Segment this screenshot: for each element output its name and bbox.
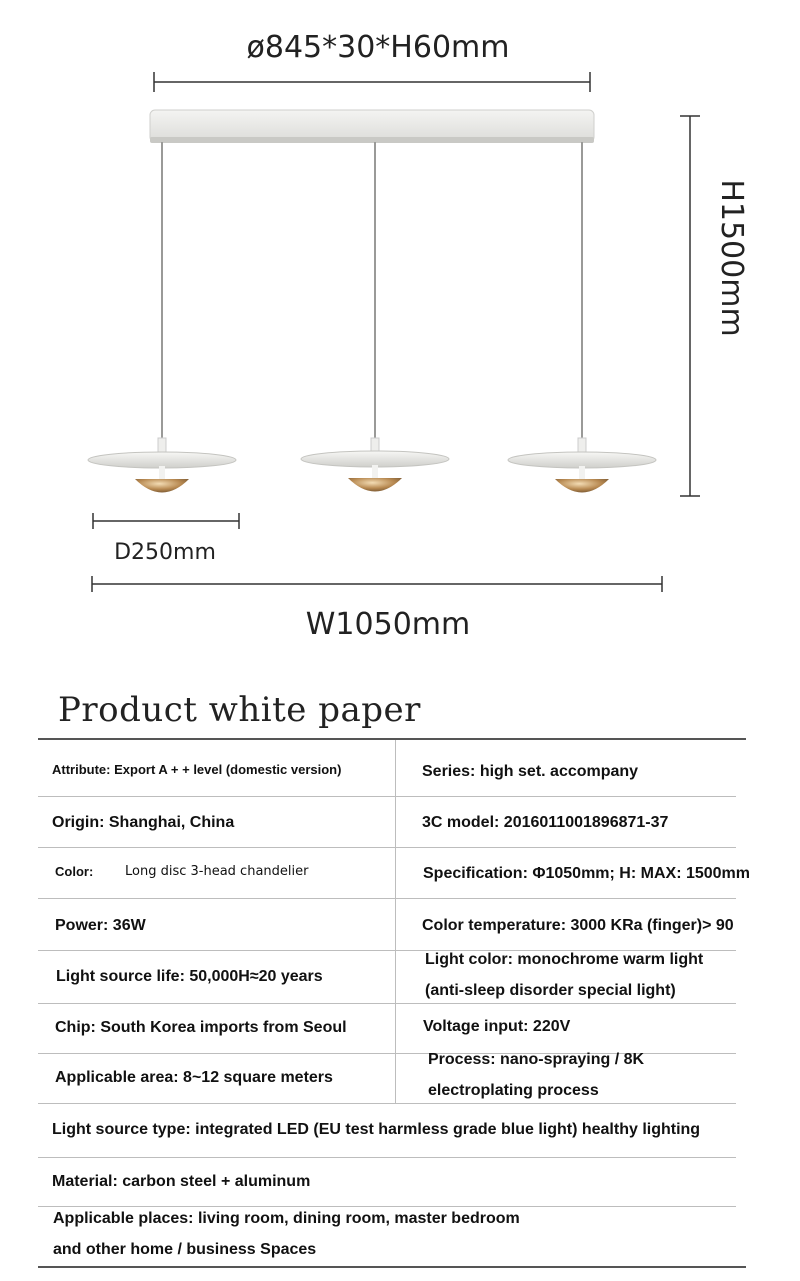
shade-diameter-label: D250mm bbox=[114, 540, 216, 565]
row-divider bbox=[38, 796, 736, 797]
material-cell: Material: carbon steel + aluminum bbox=[52, 1173, 311, 1190]
process-line-1: Process: nano-spraying / 8K bbox=[428, 1051, 645, 1068]
light-color-line-2: (anti-sleep disorder special light) bbox=[425, 982, 676, 999]
top-dimension-line bbox=[154, 72, 590, 92]
total-width-label: W1050mm bbox=[305, 607, 471, 642]
row-divider bbox=[38, 1206, 736, 1207]
total-width-line bbox=[92, 576, 662, 592]
pendant-left bbox=[88, 438, 236, 493]
shade-diameter-line bbox=[93, 513, 239, 529]
color-temperature-cell: Color temperature: 3000 KRa (finger)> 90 bbox=[422, 917, 734, 934]
color-value: Long disc 3-head chandelier bbox=[125, 864, 309, 879]
row-divider bbox=[38, 847, 736, 848]
row-divider bbox=[38, 1003, 736, 1004]
table-bottom-border bbox=[38, 1266, 746, 1268]
row-divider bbox=[38, 1103, 736, 1104]
power-cell: Power: 36W bbox=[55, 917, 146, 934]
origin-cell: Origin: Shanghai, China bbox=[52, 814, 235, 831]
voltage-cell: Voltage input: 220V bbox=[423, 1018, 571, 1035]
applicable-places-line-1: Applicable places: living room, dining room, master bedroom bbox=[53, 1210, 520, 1227]
light-source-life-cell: Light source life: 50,000H≈20 years bbox=[56, 968, 323, 985]
series-cell: Series: high set. accompany bbox=[422, 763, 639, 780]
pendant-center bbox=[301, 438, 449, 492]
height-dimension-line bbox=[680, 116, 700, 496]
color-label: Color: bbox=[55, 864, 94, 879]
attribute-cell: Attribute: Export A + + level (domestic version) bbox=[52, 762, 342, 777]
suspension-wires bbox=[162, 142, 582, 440]
top-size-label: ø845*30*H60mm bbox=[246, 30, 510, 65]
height-label: H1500mm bbox=[714, 179, 749, 337]
row-divider bbox=[38, 1157, 736, 1158]
ceiling-canopy bbox=[150, 110, 594, 143]
applicable-places-line-2: and other home / business Spaces bbox=[53, 1241, 317, 1258]
light-color-line-1: Light color: monochrome warm light bbox=[425, 951, 704, 968]
column-divider bbox=[395, 740, 396, 1103]
process-line-2: electroplating process bbox=[428, 1082, 599, 1099]
model-3c-cell: 3C model: 2016011001896871-37 bbox=[422, 814, 669, 831]
row-divider bbox=[38, 898, 736, 899]
applicable-area-cell: Applicable area: 8~12 square meters bbox=[55, 1069, 333, 1086]
pendant-right bbox=[508, 438, 656, 493]
light-source-type-cell: Light source type: integrated LED (EU test harmless grade blue light) healthy lighting bbox=[52, 1121, 701, 1138]
table-top-border bbox=[38, 738, 746, 740]
white-paper-title: Product white paper bbox=[58, 690, 421, 730]
specification-cell: Specification: Φ1050mm; H: MAX: 1500mm bbox=[423, 865, 751, 882]
chip-cell: Chip: South Korea imports from Seoul bbox=[55, 1019, 347, 1036]
